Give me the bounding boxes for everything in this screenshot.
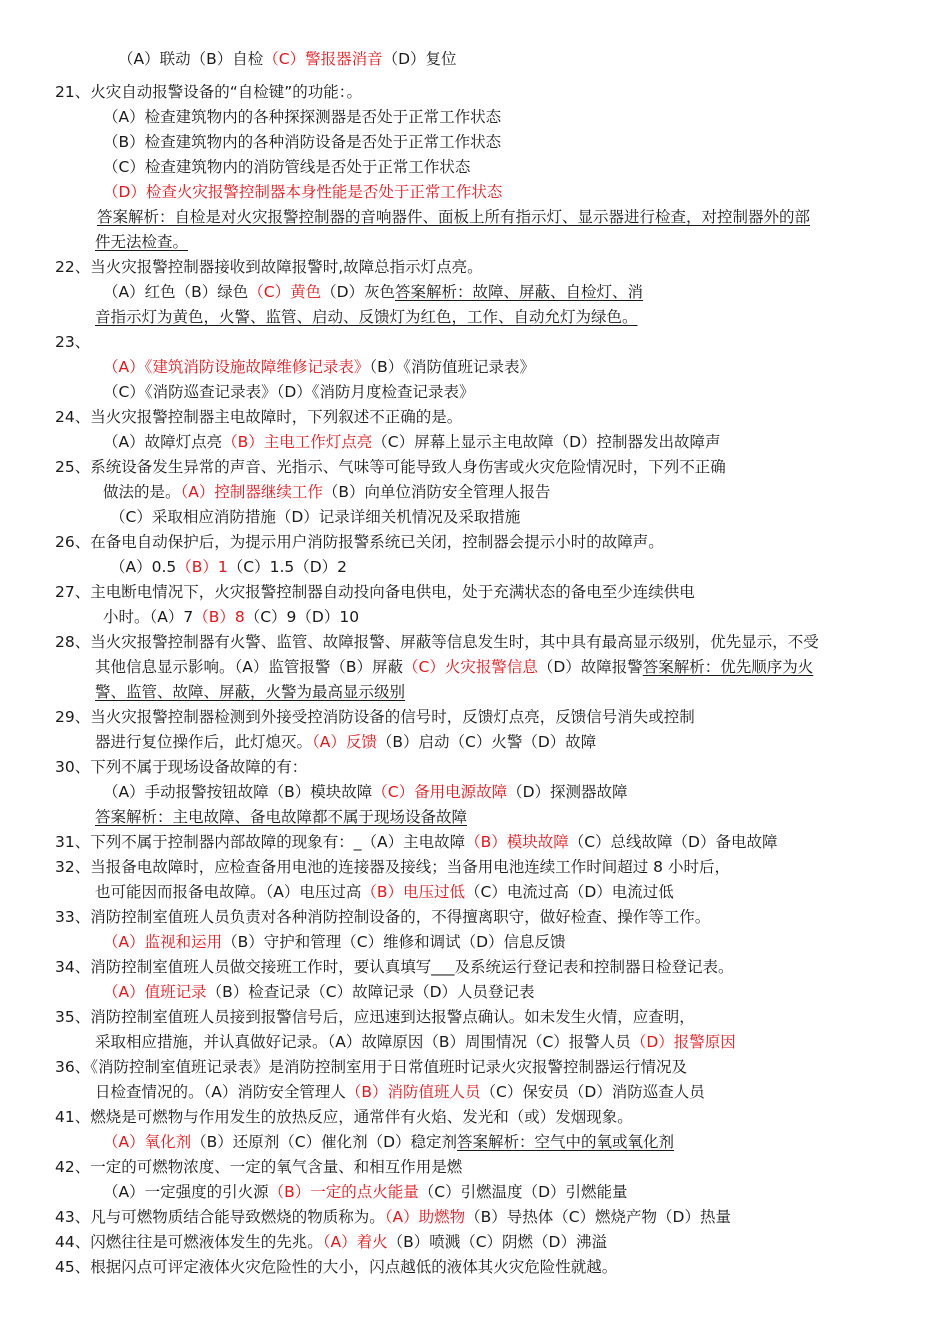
text-segment: 44、闪燃往往是可燃液体发生的先兆。 <box>55 1233 323 1251</box>
answer-highlight: （D）检查火灾报警控制器本身性能是否处于正常工作状态 <box>103 183 503 201</box>
text-line <box>103 930 566 955</box>
text-segment: （C）1.5（D）2 <box>227 558 348 576</box>
text-segment: （A）检查建筑物内的各种探探测器是否处于正常工作状态 <box>103 108 502 126</box>
text-line <box>55 330 90 355</box>
answer-highlight: （A）控制器继续工作 <box>180 483 323 501</box>
text-line <box>103 380 475 405</box>
text-line <box>103 130 501 155</box>
text-line <box>103 105 501 130</box>
text-line <box>97 205 810 230</box>
text-segment: （B）导热体（C）燃烧产物（D）热量 <box>465 1208 731 1226</box>
text-line <box>55 405 462 430</box>
text-line <box>103 280 643 305</box>
text-line <box>55 455 726 480</box>
text-line <box>103 480 551 505</box>
text-line <box>55 1055 687 1080</box>
text-segment: （C）引燃温度（D）引燃能量 <box>418 1183 628 1201</box>
text-line <box>55 1255 617 1280</box>
text-segment: 做法的是。 <box>103 483 181 501</box>
text-segment: （C）屏幕上显示主电故障（D）控制器发出故障声 <box>372 433 721 451</box>
answer-explanation: 答案解析：主电故障、备电故障都不属于现场设备故障 <box>95 808 468 826</box>
text-segment: 其他信息显示影响。（A）监管报警（B）屏蔽 <box>95 658 403 676</box>
text-segment: 32、当报备电故障时，应检查备用电池的连接器及接线；当备用电池连续工作时间超过 8 小时后， <box>55 858 730 876</box>
text-line <box>95 680 405 705</box>
answer-explanation: 警、监管、故障、屏蔽，火警为最高显示级别 <box>95 683 406 701</box>
text-line <box>103 430 721 455</box>
text-segment: （D）故障报警 <box>537 658 643 676</box>
answer-highlight: （A）《建筑消防设施故障维修记录表》 <box>103 358 370 376</box>
text-line <box>55 580 695 605</box>
text-segment: （A）红色（B）绿色 <box>103 283 249 301</box>
answer-highlight: （B）电压过低 <box>361 883 465 901</box>
text-line <box>55 1205 731 1230</box>
text-line <box>95 805 467 830</box>
text-line <box>103 1130 674 1155</box>
text-line <box>95 305 638 330</box>
text-segment: 43、凡与可燃物质结合能导致燃烧的物质称为。 <box>55 1208 385 1226</box>
text-line <box>95 1080 705 1105</box>
text-segment: （B）检查记录（C）故障记录（D）人员登记表 <box>206 983 535 1001</box>
text-segment: （A）一定强度的引火源 <box>103 1183 269 1201</box>
answer-highlight: （C）备用电源故障 <box>372 783 508 801</box>
answer-highlight: （A）氧化剂 <box>103 1133 192 1151</box>
text-segment: （A）手动报警按钮故障（B）模块故障 <box>103 783 373 801</box>
answer-highlight: （A）值班记录 <box>103 983 207 1001</box>
text-line <box>110 505 520 530</box>
text-line <box>95 730 596 755</box>
answer-highlight: （C）警报器消音 <box>263 50 383 68</box>
answer-explanation: 件无法检查。 <box>95 233 189 251</box>
text-segment: 23、 <box>55 333 91 351</box>
answer-explanation: 答案解析：优先顺序为火 <box>642 658 814 676</box>
text-segment: 33、消防控制室值班人员负责对各种消防控制设备的，不得擅离职守，做好检查、操作等工作。 <box>55 908 711 926</box>
text-line <box>55 80 362 105</box>
text-segment: （A）0.5 <box>110 558 177 576</box>
answer-highlight: （D）报警原因 <box>630 1033 736 1051</box>
text-line <box>95 230 188 255</box>
text-line <box>103 980 535 1005</box>
text-segment: （C）保安员（D）消防巡查人员 <box>480 1083 705 1101</box>
answer-explanation: 答案解析：故障、屏蔽、自检灯、消 <box>395 283 644 301</box>
text-line <box>103 155 470 180</box>
text-line <box>55 705 695 730</box>
text-segment: 22、当火灾报警控制器接收到故障报警时,故障总指示灯点亮。 <box>55 258 483 276</box>
text-line <box>55 1155 462 1180</box>
text-segment: 42、一定的可燃物浓度、一定的氧气含量、和相互作用是燃 <box>55 1158 463 1176</box>
text-segment: （B）守护和管理（C）维修和调试（D）信息反馈 <box>222 933 566 951</box>
answer-explanation: 答案解析：空气中的氧或氧化剂 <box>457 1133 675 1151</box>
text-segment: 采取相应措施，并认真做好记录。（A）故障原因（B）周围情况（C）报警人员 <box>95 1033 631 1051</box>
text-segment: （B）《消防值班记录表》 <box>369 358 535 376</box>
text-segment: （B）还原剂（C）催化剂（D）稳定剂 <box>191 1133 458 1151</box>
text-line <box>110 555 347 580</box>
text-line <box>55 905 710 930</box>
text-segment: 29、当火灾报警控制器检测到外接受控消防设备的信号时，反馈灯点亮，反馈信号消失或控制 <box>55 708 695 726</box>
text-segment: 小时。（A）7 <box>103 608 194 626</box>
text-line <box>103 605 359 630</box>
answer-highlight: （B）主电工作灯点亮 <box>222 433 373 451</box>
text-segment: 也可能因而报备电故障。（A）电压过高 <box>95 883 362 901</box>
answer-highlight: （A）反馈 <box>312 733 377 751</box>
text-line <box>118 47 457 72</box>
answer-highlight: （B）8 <box>193 608 245 626</box>
text-line <box>95 1030 736 1055</box>
text-segment: （C）检查建筑物内的消防管线是否处于正常工作状态 <box>103 158 471 176</box>
text-segment: 24、当火灾报警控制器主电故障时，下列叙述不正确的是。 <box>55 408 463 426</box>
text-line <box>103 355 535 380</box>
text-line <box>95 880 674 905</box>
text-segment: （B）检查建筑物内的各种消防设备是否处于正常工作状态 <box>103 133 502 151</box>
text-line <box>55 255 483 280</box>
answer-explanation: 答案解析：自检是对火灾报警控制器的音响器件、面板上所有指示灯、显示器进行检查，对控制器外的部 <box>97 208 811 226</box>
answer-highlight: （A）监视和运用 <box>103 933 223 951</box>
text-segment: 26、在备电自动保护后，为提示用户消防报警系统已关闭，控制器会提示小时的故障声。 <box>55 533 664 551</box>
answer-highlight: （C）黄色 <box>248 283 322 301</box>
text-segment: 27、主电断电情况下，火灾报警控制器自动投向备电供电，处于充满状态的备电至少连续供电 <box>55 583 695 601</box>
text-segment: （D）复位 <box>382 50 457 68</box>
text-segment: 41、燃烧是可燃物与作用发生的放热反应，通常伴有火焰、发光和（或）发烟现象。 <box>55 1108 633 1126</box>
text-line <box>55 1105 633 1130</box>
text-segment: （C）《消防巡查记录表》（D）《消防月度检查记录表》 <box>103 383 475 401</box>
answer-highlight: （B）模块故障 <box>465 833 569 851</box>
text-segment: （C）总线故障（D）备电故障 <box>568 833 778 851</box>
answer-highlight: （A）着火 <box>322 1233 388 1251</box>
answer-highlight: （A）助燃物 <box>384 1208 466 1226</box>
text-line <box>103 780 628 805</box>
text-line <box>55 755 307 780</box>
text-segment: （C）采取相应消防措施（D）记录详细关机情况及采取措施 <box>110 508 521 526</box>
text-segment: （A）故障灯点亮 <box>103 433 223 451</box>
text-segment: 34、消防控制室值班人员做交接班工作时，要认真填写___及系统运行登记表和控制器日检登记表。 <box>55 958 734 976</box>
text-segment: 28、当火灾报警控制器有火警、监管、故障报警、屏蔽等信息发生时，其中具有最高显示级别，优先显示，不受 <box>55 633 819 651</box>
text-segment: （C）9（D）10 <box>244 608 360 626</box>
answer-highlight: （B）一定的点火能量 <box>268 1183 419 1201</box>
text-line <box>55 1230 607 1255</box>
answer-explanation: 音指示灯为黄色，火警、监管、启动、反馈灯为红色，工作、自动允灯为绿色。 <box>95 308 638 326</box>
text-segment: （A）联动（B）自检 <box>118 50 264 68</box>
text-line <box>55 1005 695 1030</box>
answer-highlight: （B）消防值班人员 <box>345 1083 481 1101</box>
answer-highlight: （B）1 <box>176 558 228 576</box>
text-line <box>103 180 502 205</box>
text-line <box>103 1180 628 1205</box>
text-segment: （D）探测器故障 <box>507 783 628 801</box>
text-segment: 30、下列不属于现场设备故障的有： <box>55 758 308 776</box>
answer-highlight: （C）火灾报警信息 <box>403 658 538 676</box>
text-segment: 器进行复位操作后，此灯熄灭。 <box>95 733 313 751</box>
text-line <box>95 655 813 680</box>
text-segment: （C）电流过高（D）电流过低 <box>465 883 674 901</box>
text-segment: 25、系统设备发生异常的声音、光指示、气味等可能导致人身伤害或火灾危险情况时，下列不正确 <box>55 458 726 476</box>
text-segment: 日检查情况的。（A）消防安全管理人 <box>95 1083 346 1101</box>
text-segment: （B）启动（C）火警（D）故障 <box>376 733 597 751</box>
text-segment: 45、根据闪点可评定液体火灾危险性的大小，闪点越低的液体其火灾危险性就越。 <box>55 1258 618 1276</box>
text-segment: （D）灰色 <box>321 283 396 301</box>
text-segment: 31、下列不属于控制器内部故障的现象有：_（A）主电故障 <box>55 833 466 851</box>
text-line <box>55 630 819 655</box>
text-line <box>55 955 733 980</box>
text-segment: （B）喷溅（C）阴燃（D）沸溢 <box>387 1233 607 1251</box>
text-segment: 21、火灾自动报警设备的“自检键”的功能：。 <box>55 83 363 101</box>
text-line <box>55 530 664 555</box>
text-segment: 35、消防控制室值班人员接到报警信号后，应迅速到达报警点确认。如未发生火情，应查明， <box>55 1008 695 1026</box>
text-line <box>55 855 730 880</box>
text-segment: （B）向单位消防安全管理人报告 <box>322 483 551 501</box>
text-line <box>55 830 778 855</box>
text-segment: 36、《消防控制室值班记录表》是消防控制室用于日常值班时记录火灾报警控制器运行情况及 <box>55 1058 687 1076</box>
